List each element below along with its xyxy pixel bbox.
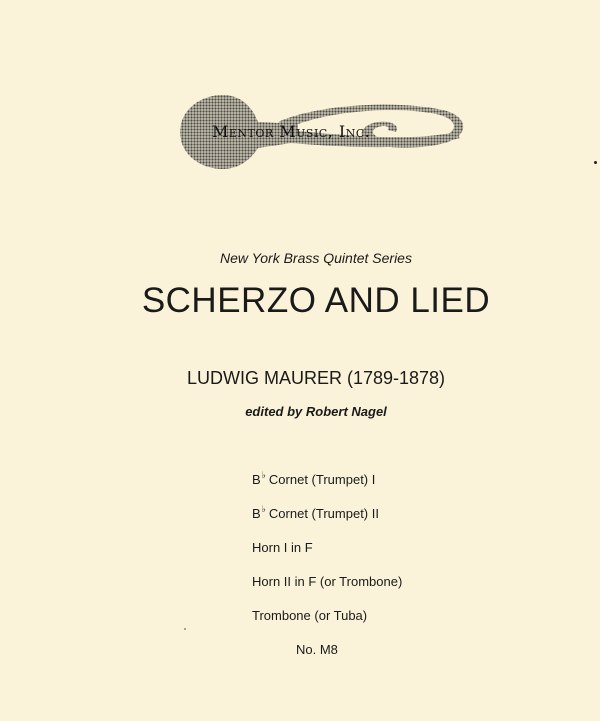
- instrument-name: Horn II in F (or Trombone): [252, 574, 403, 589]
- key-prefix: B: [252, 472, 261, 487]
- instrument-part: [252, 538, 402, 572]
- instrument-name: Cornet (Trumpet) I: [268, 472, 376, 487]
- paper-speck: [184, 628, 186, 630]
- instrument-part: [252, 504, 402, 538]
- publisher-name: Mentor Music, Inc.: [212, 122, 371, 141]
- key-prefix: B: [252, 506, 261, 521]
- flat-sign: ♭: [261, 504, 266, 514]
- instrument-list: [252, 470, 402, 640]
- instrument-name: Trombone (or Tuba): [252, 608, 368, 623]
- flat-sign: ♭: [261, 470, 266, 480]
- instrument-name: Horn I in F: [252, 540, 313, 555]
- paper-speck: [594, 161, 597, 164]
- instrument-part: [252, 572, 402, 606]
- instrument-name: Cornet (Trumpet) II: [268, 506, 379, 521]
- instrument-part: [252, 606, 402, 640]
- catalog-number: No. M8: [296, 642, 338, 657]
- series-name: New York Brass Quintet Series: [220, 250, 412, 266]
- composer-name: LUDWIG MAURER (1789-1878): [186, 368, 446, 388]
- instrument-part: [252, 470, 402, 504]
- editor-credit: edited by Robert Nagel: [245, 404, 387, 419]
- page-title: SCHERZO AND LIED: [141, 281, 491, 320]
